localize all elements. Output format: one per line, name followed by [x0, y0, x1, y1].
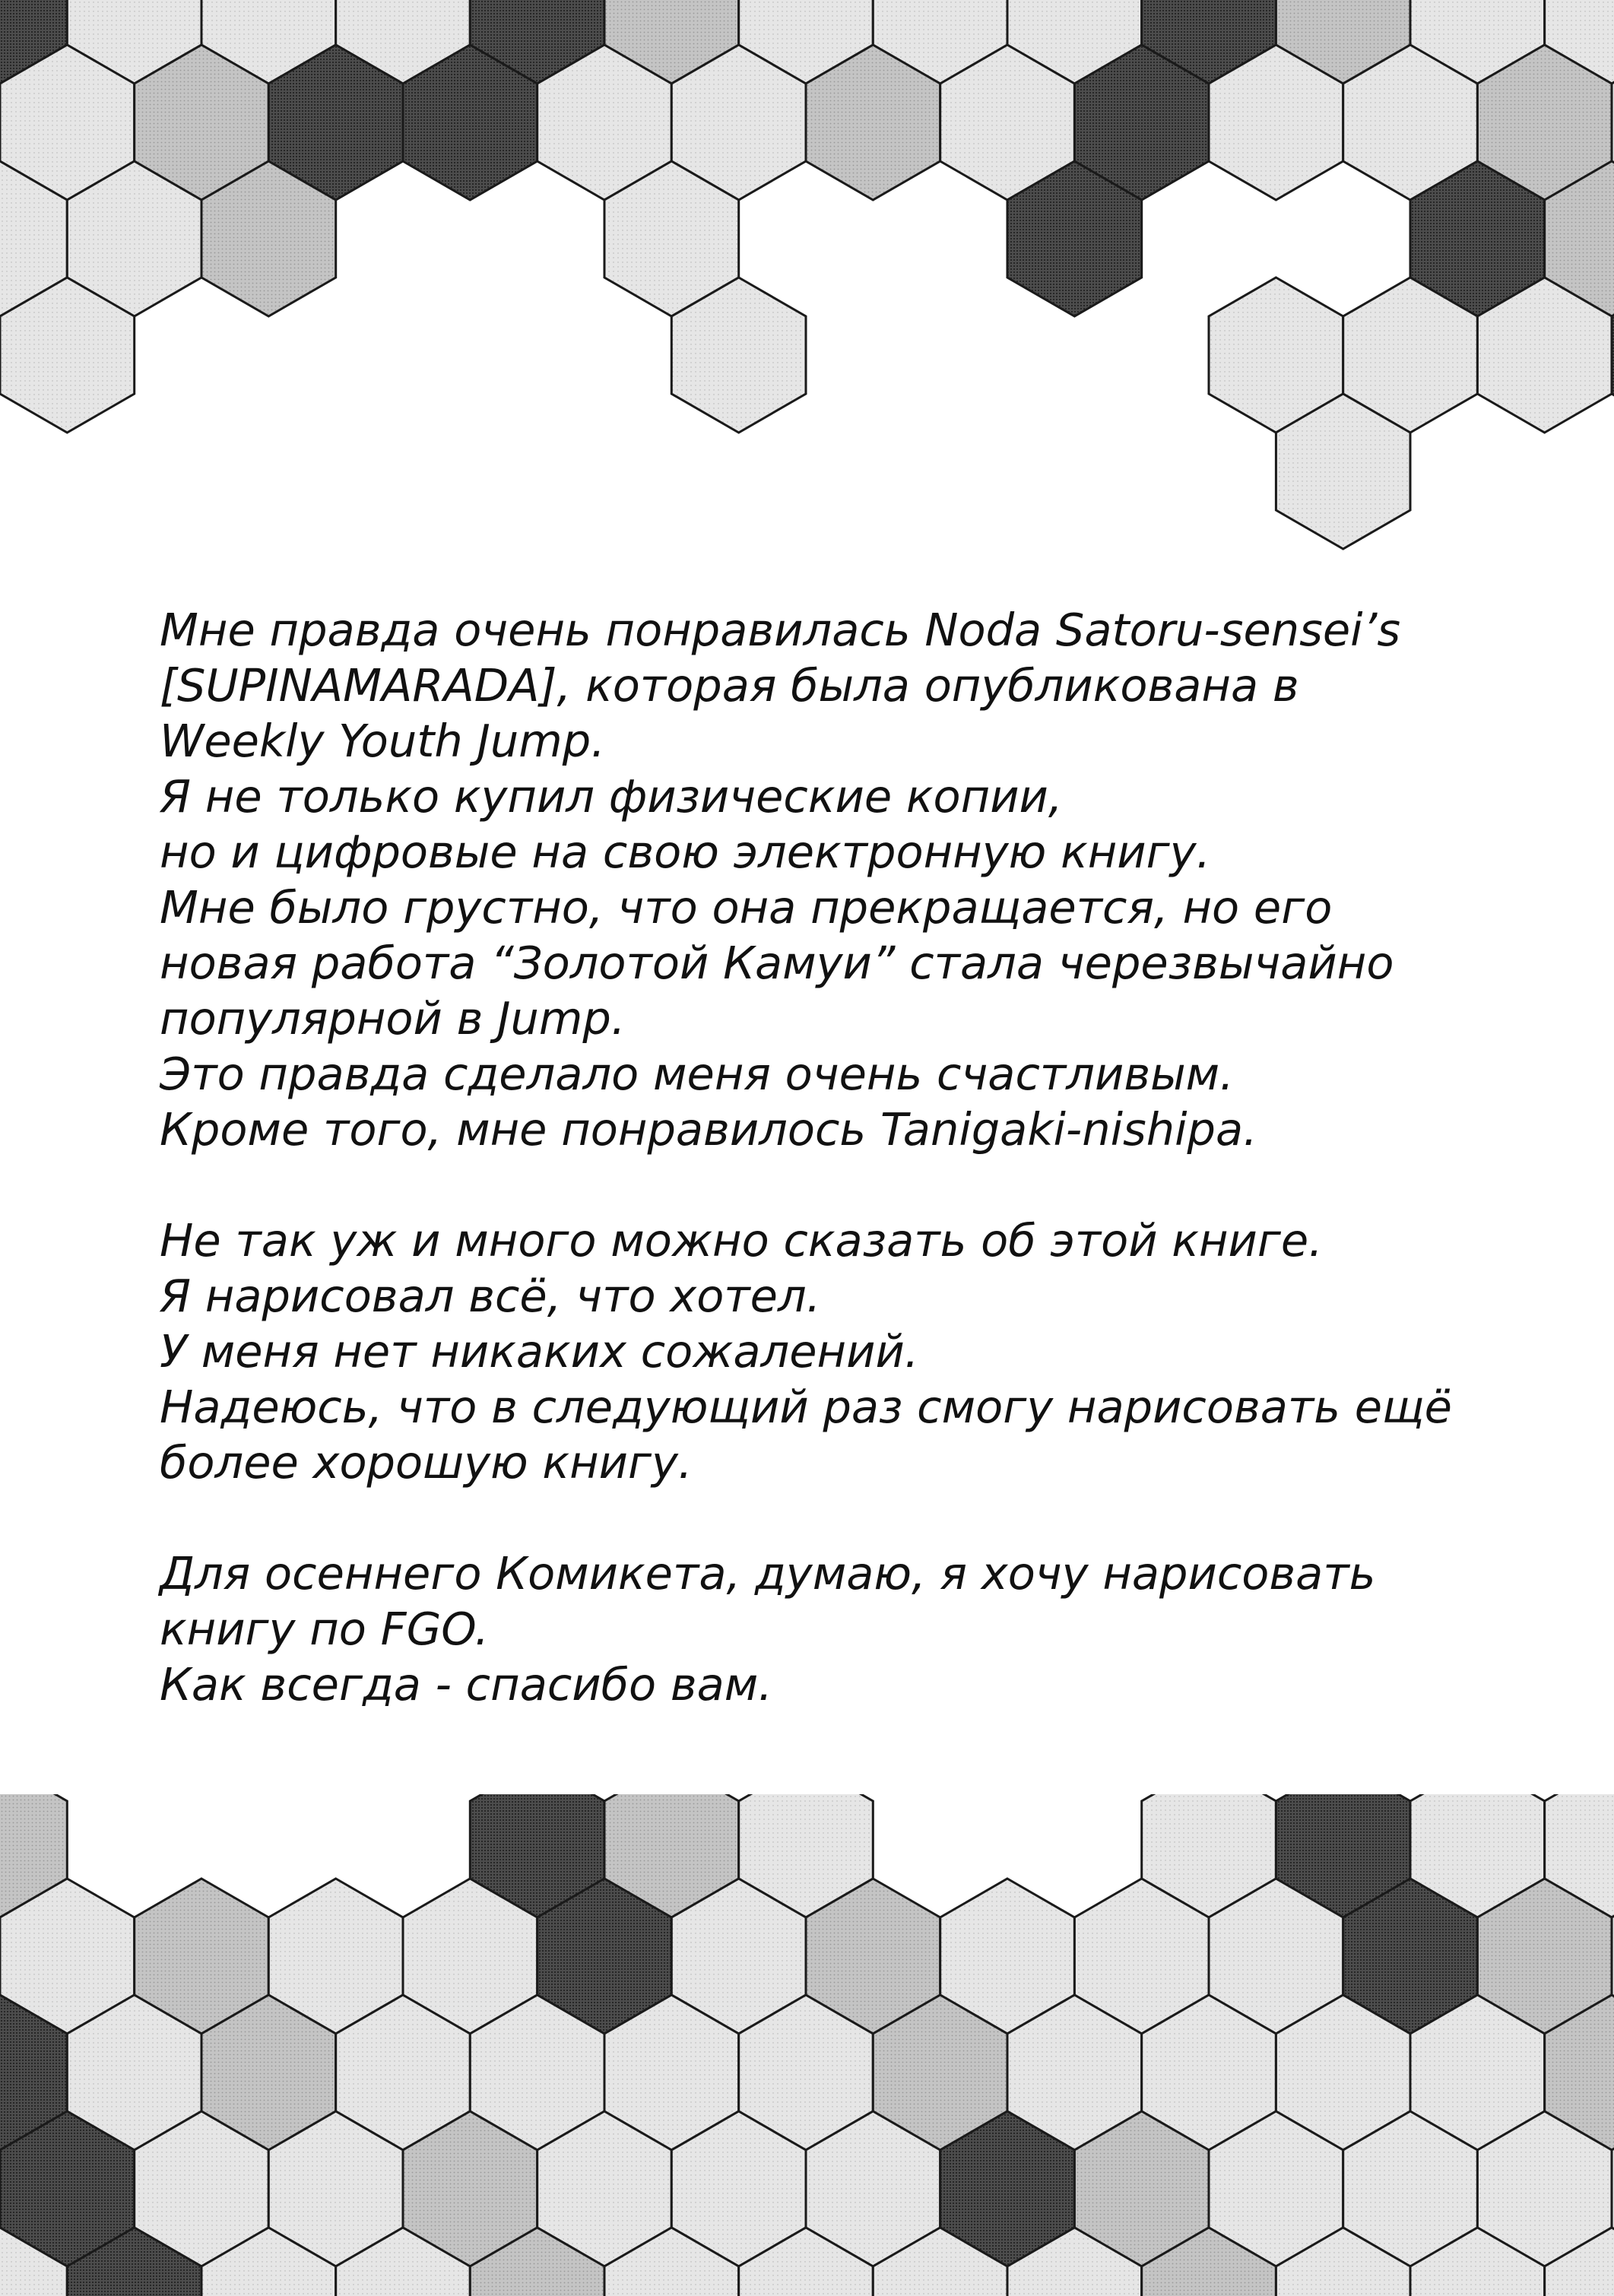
hexagon-tile [0, 2228, 67, 2296]
bottom-hexagon-pattern [0, 1794, 1614, 2296]
hexagon-tile [537, 2111, 672, 2266]
text-line: Мне правда очень понравилась Noda Satoru-sensei’s [160, 604, 1401, 656]
hexagon-tile [470, 1995, 604, 2150]
hexagon-tile [1477, 2111, 1612, 2266]
afterword-text [160, 602, 1528, 1712]
hexagon-tile [67, 161, 201, 316]
hexagon-tile [671, 2111, 806, 2266]
hexagon-tile [470, 2228, 604, 2296]
hexagon-tile [1209, 45, 1343, 200]
hexagon-tile [604, 161, 739, 316]
text-line: Как всегда - спасибо вам. [160, 1658, 773, 1711]
hexagon-tile [403, 2111, 537, 2266]
hexagon-tile [1477, 277, 1612, 433]
hexagon-tile [1209, 1879, 1343, 2034]
hexagon-tile [67, 1995, 201, 2150]
text-line: книгу по FGO. [160, 1603, 490, 1655]
hexagon-tile [537, 45, 672, 200]
hexagon-tile [873, 1995, 1007, 2150]
hexagon-tile [1074, 2111, 1209, 2266]
hexagon-tile [537, 1879, 672, 2034]
hexagon-tile [1343, 2111, 1478, 2266]
text-line: Кроме того, мне понравилось Tanigaki-nishipa. [160, 1103, 1257, 1156]
hexagon-tile [470, 1794, 604, 1917]
text-line: Не так уж и много можно сказать об этой книге. [160, 1214, 1323, 1267]
hexagon-tile [1545, 1995, 1614, 2150]
hexagon-tile [873, 2228, 1007, 2296]
hexagon-tile [1477, 45, 1612, 200]
hexagon-tile [671, 1879, 806, 2034]
hexagon-tile [1410, 161, 1545, 316]
hexagon-tile [470, 0, 604, 84]
hexagon-tile [268, 1879, 403, 2034]
hexagon-tile [1410, 1794, 1545, 1917]
text-line: Я не только купил физические копии, [160, 770, 1063, 823]
hexagon-tile [1410, 1995, 1545, 2150]
text-line: Я нарисовал всё, что хотел. [160, 1270, 821, 1322]
hexagon-tile [403, 45, 537, 200]
hexagon-tile [739, 2228, 874, 2296]
hexagon-tile [806, 2111, 940, 2266]
hexagon-tile [0, 1995, 67, 2150]
afterword-paragraph-3 [160, 1546, 1528, 1712]
hexagon-tile [604, 1995, 739, 2150]
hexagon-tile [806, 45, 940, 200]
hexagon-tile [1142, 1794, 1276, 1917]
hexagon-tile [873, 0, 1007, 84]
hexagon-tile [268, 2111, 403, 2266]
hexagon-tile [1142, 0, 1276, 84]
hexagon-tile [67, 2228, 201, 2296]
text-line: Мне было грустно, что она прекращается, но его [160, 881, 1333, 934]
hexagon-tile [1142, 1995, 1276, 2150]
hexagon-tile [336, 1995, 471, 2150]
hexagon-tile [135, 45, 269, 200]
text-line: Для осеннего Комикета, думаю, я хочу нарисовать [160, 1547, 1376, 1600]
text-line: новая работа “Золотой Камуи” стала черезвычайно [160, 937, 1394, 989]
hexagon-tile [604, 0, 739, 84]
hexagon-tile [1007, 2228, 1142, 2296]
text-line: популярной в Jump. [160, 992, 626, 1045]
text-line: У меня нет никаких сожалений. [160, 1325, 919, 1378]
hexagon-tile [604, 1794, 739, 1917]
hexagon-tile [1276, 1995, 1410, 2150]
hexagon-tile [1343, 277, 1478, 433]
hexagon-tile [0, 2111, 135, 2266]
text-line: [SUPINAMARADA], которая была опубликована в [160, 659, 1299, 712]
text-line: но и цифровые на свою электронную книгу. [160, 826, 1211, 878]
hexagon-tile [1276, 2228, 1410, 2296]
text-line: Это правда сделало меня очень счастливым. [160, 1048, 1234, 1100]
hexagon-tile [201, 161, 336, 316]
hexagon-tile [1343, 45, 1478, 200]
hexagon-tile [403, 1879, 537, 2034]
top-hexagon-pattern [0, 0, 1614, 608]
text-line: более хорошую книгу. [160, 1436, 693, 1489]
hexagon-tile [0, 1879, 135, 2034]
hexagon-tile [135, 1879, 269, 2034]
hexagon-tile [1074, 45, 1209, 200]
hexagon-tile [1276, 394, 1410, 549]
hexagon-tile [604, 2228, 739, 2296]
hexagon-tile [336, 0, 471, 84]
hexagon-tile [1545, 2228, 1614, 2296]
hexagon-tile [201, 2228, 336, 2296]
hexagon-tile [1410, 2228, 1545, 2296]
hexagon-tile [1142, 2228, 1276, 2296]
hexagon-tile [0, 0, 67, 84]
hexagon-tile [1007, 1995, 1142, 2150]
afterword-paragraph-1 [160, 602, 1528, 1157]
hexagon-tile [739, 0, 874, 84]
hexagon-tile [0, 161, 67, 316]
hexagon-tile [201, 1995, 336, 2150]
hexagon-tile [806, 1879, 940, 2034]
text-line: Weekly Youth Jump. [160, 715, 605, 767]
hexagon-tile [1343, 1879, 1478, 2034]
hexagon-tile [336, 2228, 471, 2296]
text-line: Надеюсь, что в следующий раз смогу нарисовать ещё [160, 1381, 1452, 1433]
hexagon-tile [1209, 277, 1343, 433]
afterword-paragraph-2 [160, 1213, 1528, 1490]
hexagon-tile [1545, 0, 1614, 84]
hexagon-tile [940, 2111, 1075, 2266]
hexagon-tile [67, 0, 201, 84]
hexagon-tile [201, 0, 336, 84]
hexagon-tile [1276, 1794, 1410, 1917]
hexagon-tile [1007, 0, 1142, 84]
hexagon-tile [0, 1794, 67, 1917]
hexagon-tile [1545, 161, 1614, 316]
hexagon-tile [671, 277, 806, 433]
hexagon-tile [268, 45, 403, 200]
hexagon-tile [739, 1794, 874, 1917]
hexagon-tile [1477, 1879, 1612, 2034]
hexagon-tile [1276, 0, 1410, 84]
hexagon-tile [0, 277, 135, 433]
hexagon-tile [940, 45, 1075, 200]
hexagon-tile [1007, 161, 1142, 316]
hexagon-tile [940, 1879, 1075, 2034]
hexagon-tile [1410, 0, 1545, 84]
hexagon-tile [739, 1995, 874, 2150]
hexagon-tile [1074, 1879, 1209, 2034]
hexagon-tile [0, 45, 135, 200]
hexagon-tile [135, 2111, 269, 2266]
hexagon-tile [1545, 1794, 1614, 1917]
hexagon-tile [1209, 2111, 1343, 2266]
hexagon-tile [671, 45, 806, 200]
